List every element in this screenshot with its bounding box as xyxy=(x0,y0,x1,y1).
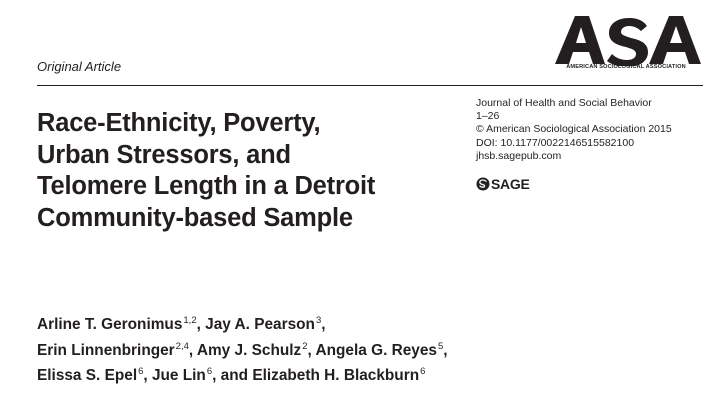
title-line: Telomere Length in a Detroit xyxy=(37,172,376,200)
journal-info xyxy=(476,97,672,163)
author-affiliation: 6 xyxy=(420,366,426,377)
sage-swirl-icon xyxy=(476,177,490,191)
title-line: Community-based Sample xyxy=(37,203,353,232)
title-line: Race-Ethnicity, Poverty, xyxy=(37,109,321,137)
author-name: Jay A. Pearson xyxy=(205,316,315,333)
header-divider xyxy=(37,85,703,86)
author-name: Erin Linnenbringer xyxy=(37,341,175,359)
asa-logo-mark xyxy=(553,14,703,66)
author-separator: , xyxy=(188,341,197,359)
author-separator: , xyxy=(196,316,206,333)
author-name: Arline T. Geronimus xyxy=(37,316,183,333)
title-line: Urban Stressors, and xyxy=(37,140,291,169)
author-line xyxy=(37,339,448,365)
sage-logo xyxy=(476,176,529,192)
asa-logo-letter-a1 xyxy=(555,16,605,64)
page-range: 1–26 xyxy=(476,110,500,123)
author-affiliation: 3 xyxy=(315,315,322,326)
author-separator: , and xyxy=(212,367,253,384)
article-type-label: Original Article xyxy=(37,59,122,74)
journal-name: Journal of Health and Social Behavior xyxy=(476,97,652,109)
asa-logo-letter-s xyxy=(607,18,648,66)
article-title xyxy=(37,108,477,234)
author-name: Amy J. Schulz xyxy=(196,341,302,359)
author-separator: , xyxy=(321,316,326,333)
author-list xyxy=(37,313,448,390)
author-affiliation: 6 xyxy=(138,366,144,377)
author-name: Elissa S. Epel xyxy=(37,367,138,384)
author-affiliation: 2 xyxy=(302,340,308,352)
author-affiliation: 2,4 xyxy=(175,340,189,352)
doi-text: DOI: 10.1177/0022146515582100 xyxy=(476,136,635,149)
author-affiliation: 1,2 xyxy=(183,315,197,326)
author-name: Angela G. Reyes xyxy=(315,341,437,359)
author-affiliation: 5 xyxy=(437,340,444,352)
author-name: Elizabeth H. Blackburn xyxy=(252,367,420,384)
journal-url: jhsb.sagepub.com xyxy=(476,149,562,162)
copyright-notice: © American Sociological Association 2015 xyxy=(476,123,672,136)
asa-logo-letter-a2 xyxy=(649,16,701,64)
author-affiliation: 6 xyxy=(206,366,213,377)
author-separator: , xyxy=(307,341,316,359)
author-separator: , xyxy=(143,367,152,384)
asa-logo-caption: AMERICAN SOCIOLOGICAL ASSOCIATION xyxy=(566,64,686,70)
sage-wordmark: SAGE xyxy=(491,176,530,192)
author-line xyxy=(37,364,448,390)
author-line xyxy=(37,313,448,339)
author-name: Jue Lin xyxy=(151,367,206,384)
author-separator: , xyxy=(443,341,448,359)
